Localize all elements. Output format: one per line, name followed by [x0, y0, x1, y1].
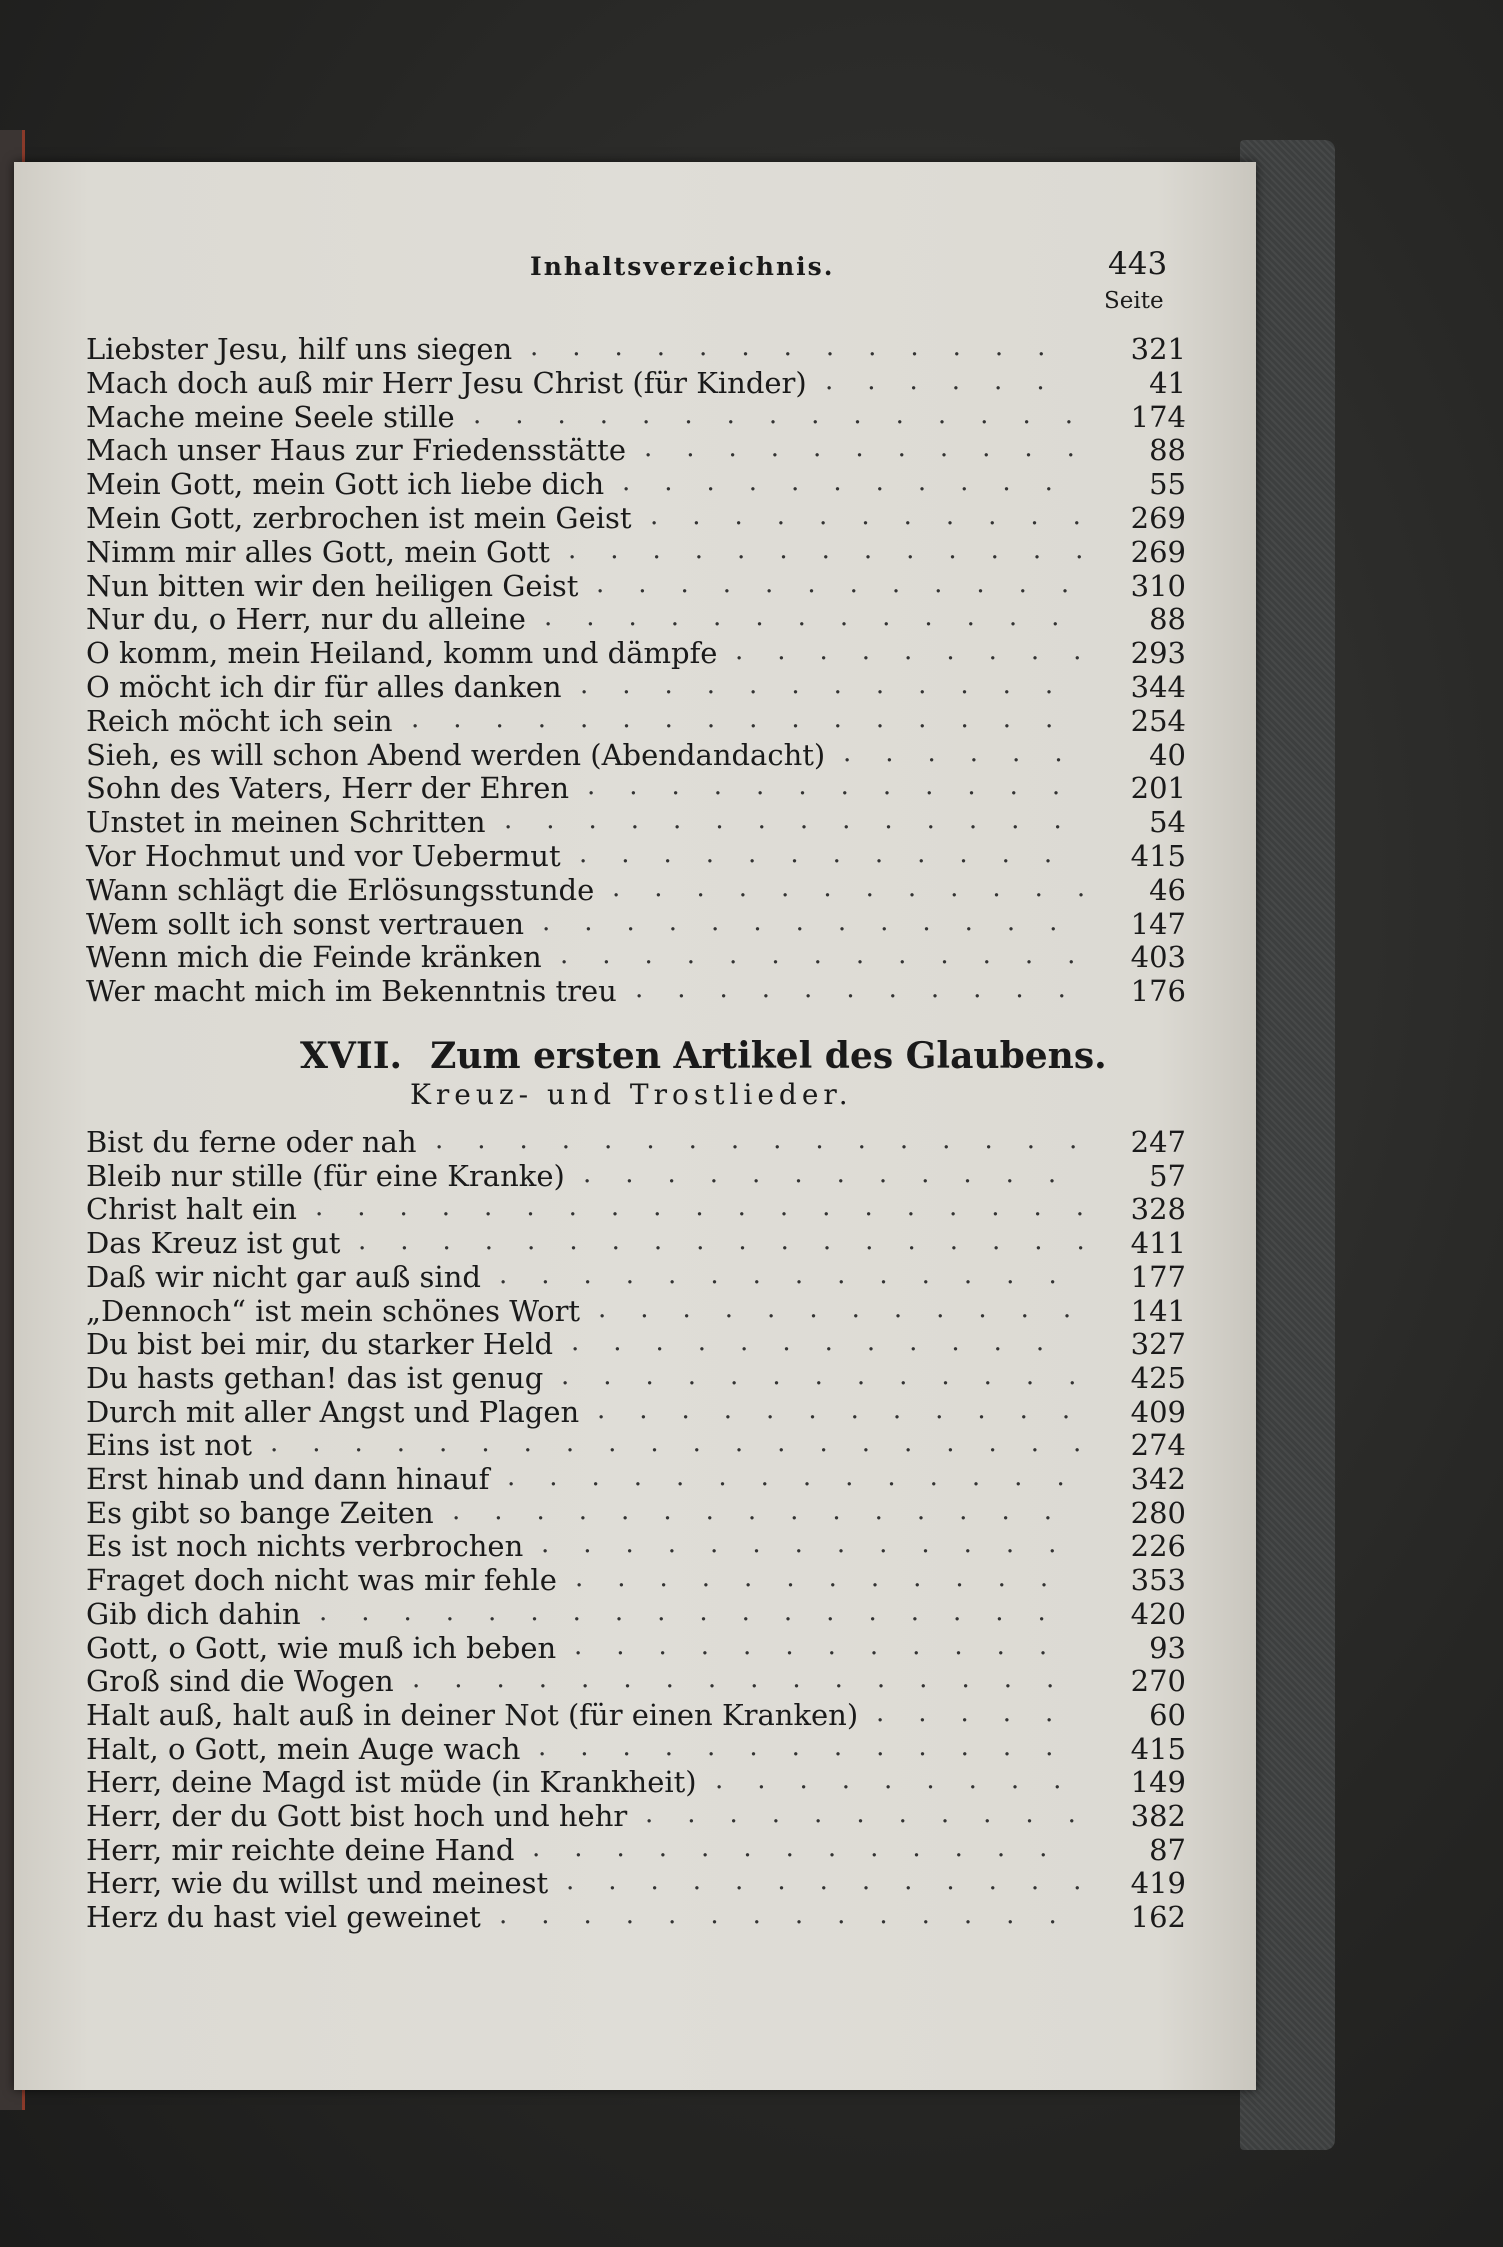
index-entry: [86, 535, 1186, 569]
entry-title: Herz du hast viel geweinet: [86, 1900, 481, 1935]
leader-dots: ............: [598, 1293, 1106, 1324]
index-entry: [86, 1496, 1186, 1530]
entry-title: Nur du, o Herr, nur du alleine: [86, 602, 526, 637]
leader-dots: ............: [579, 839, 1087, 869]
leader-dots: ................: [412, 1664, 1089, 1695]
entry-title: O möcht ich dir für alles danken: [86, 670, 562, 704]
entry-page: 344: [1130, 670, 1186, 704]
entry-page: 226: [1130, 1529, 1186, 1564]
leader-dots: ..............: [499, 1259, 1091, 1290]
entry-title: Nimm mir alles Gott, mein Gott: [86, 534, 550, 569]
entry-title: Mach unser Haus zur Friedensstätte: [86, 433, 626, 468]
leader-dots: .............: [561, 1360, 1111, 1391]
entry-page: 415: [1130, 839, 1186, 873]
index-entry: [86, 1327, 1186, 1361]
leader-dots: ..............: [499, 1900, 1091, 1931]
leader-dots: .............: [530, 332, 1080, 362]
entry-page: 411: [1130, 1226, 1186, 1261]
leader-dots: ............: [587, 771, 1095, 802]
entry-page: 403: [1130, 940, 1186, 975]
entry-page: 293: [1130, 636, 1186, 671]
index-entry: [86, 873, 1186, 907]
entry-page: 269: [1130, 534, 1186, 569]
entry-title: Fraget doch nicht was mir fehle: [86, 1563, 557, 1598]
index-entry: [86, 1192, 1186, 1226]
entry-title: Gib dich dahin: [86, 1596, 301, 1631]
index-entry: [86, 602, 1186, 636]
index-entry: [86, 907, 1186, 941]
entry-title: Nun bitten wir den heiligen Geist: [86, 568, 579, 603]
entry-page: 88: [1149, 602, 1186, 637]
entry-title: Vor Hochmut und vor Uebermut: [86, 839, 561, 873]
entry-title: Mein Gott, zerbrochen ist mein Geist: [86, 501, 632, 535]
entry-title: Eins ist not: [86, 1428, 253, 1463]
leader-dots: ............: [583, 1158, 1091, 1189]
index-entry: [86, 771, 1186, 805]
index-entry: [86, 636, 1186, 670]
leader-dots: .............: [542, 906, 1092, 937]
entry-page: 88: [1149, 433, 1186, 468]
leader-dots: ....................: [270, 1428, 1116, 1459]
index-entry: [86, 1395, 1186, 1429]
entry-title: Du bist bei mir, du starker Held: [86, 1327, 554, 1362]
leader-dots: ............: [575, 1563, 1083, 1594]
entry-page: 310: [1130, 568, 1186, 603]
index-entry: [86, 839, 1186, 873]
entry-title: Es gibt so bange Zeiten: [86, 1495, 434, 1530]
entry-title: Groß sind die Wogen: [86, 1664, 394, 1699]
entry-page: 55: [1149, 467, 1186, 502]
entry-page: 57: [1149, 1158, 1186, 1193]
index-entry: [86, 738, 1186, 772]
index-entry: [86, 1260, 1186, 1294]
leader-dots: .............: [532, 1832, 1082, 1863]
entry-title: Unstet in meinen Schritten: [86, 805, 486, 840]
index-entry: [86, 1159, 1186, 1193]
entry-title: Herr, deine Magd ist müde (in Krankheit): [86, 1765, 697, 1800]
entry-title: Herr, der du Gott bist hoch und hehr: [86, 1799, 628, 1833]
leader-dots: .........: [735, 636, 1116, 667]
page-column-label: Seite: [1104, 288, 1164, 314]
index-entry: [86, 1631, 1186, 1665]
entry-page: 149: [1130, 1765, 1186, 1800]
leader-dots: .............: [538, 1731, 1088, 1762]
leader-dots: ......: [843, 737, 1097, 768]
leader-dots: ............: [612, 872, 1120, 903]
leader-dots: ..................: [358, 1226, 1119, 1257]
entry-title: Bist du ferne oder nah: [86, 1125, 417, 1159]
index-entry: [86, 501, 1186, 535]
entry-title: Wer macht mich im Bekenntnis treu: [86, 974, 617, 1009]
leader-dots: ...........: [650, 501, 1115, 531]
leader-dots: ...............: [473, 399, 1107, 430]
leader-dots: ..............: [507, 1462, 1099, 1492]
leader-dots: ..............: [504, 805, 1096, 836]
index-entry: [86, 1462, 1186, 1496]
index-entry: [86, 1833, 1186, 1867]
entry-page: 41: [1149, 365, 1186, 400]
index-entry: [86, 1125, 1186, 1159]
leader-dots: ...........: [622, 467, 1087, 498]
leader-dots: .........: [715, 1765, 1096, 1796]
index-entry: [86, 366, 1186, 400]
index-entry: [86, 1597, 1186, 1631]
entry-page: 328: [1130, 1192, 1186, 1227]
index-entry: [86, 1866, 1186, 1900]
index-entry: [86, 1698, 1186, 1732]
entry-title: Sohn des Vaters, Herr der Ehren: [86, 771, 570, 806]
entry-page: 415: [1130, 1731, 1186, 1766]
leader-dots: .............: [541, 1529, 1091, 1560]
entry-page: 270: [1130, 1664, 1186, 1699]
page-number: 443: [1108, 246, 1168, 282]
entry-page: 147: [1130, 906, 1186, 941]
entry-title: Mein Gott, mein Gott ich liebe dich: [86, 467, 605, 502]
leader-dots: ................: [435, 1125, 1112, 1155]
entry-page: 87: [1149, 1832, 1186, 1867]
leader-dots: ...........: [644, 433, 1109, 464]
index-entry: [86, 704, 1186, 738]
entry-page: 254: [1130, 703, 1186, 738]
index-entry: [86, 1765, 1186, 1799]
entry-page: 353: [1130, 1563, 1186, 1598]
entry-title: Erst hinab und dann hinauf: [86, 1462, 490, 1496]
leader-dots: ............: [571, 1327, 1079, 1358]
entry-page: 420: [1130, 1596, 1186, 1631]
index-entry: [86, 1529, 1186, 1563]
index-entry: [86, 1732, 1186, 1766]
entry-title: Wem sollt ich sonst vertrauen: [86, 906, 525, 941]
entry-title: O komm, mein Heiland, komm und dämpfe: [86, 636, 718, 671]
entry-title: Es ist noch nichts verbrochen: [86, 1529, 524, 1564]
entry-title: Das Kreuz ist gut: [86, 1226, 341, 1261]
entry-title: Halt auß, halt auß in deiner Not (für einen Kranken): [86, 1697, 859, 1732]
entry-page: 409: [1130, 1394, 1186, 1429]
entry-page: 54: [1149, 805, 1186, 840]
entry-title: Halt, o Gott, mein Auge wach: [86, 1731, 521, 1766]
index-entry: [86, 805, 1186, 839]
entry-title: Durch mit aller Angst und Plagen: [86, 1394, 580, 1429]
leader-dots: .............: [566, 1866, 1116, 1897]
leader-dots: .............: [544, 602, 1094, 633]
entry-title: Sieh, es will schon Abend werden (Abendandacht): [86, 737, 826, 772]
entry-page: 201: [1130, 771, 1186, 806]
entry-page: 176: [1130, 974, 1186, 1009]
entry-title: Reich möcht ich sein: [86, 703, 393, 738]
index-entry: [86, 1226, 1186, 1260]
entry-page: 274: [1130, 1428, 1186, 1463]
leader-dots: .............: [560, 940, 1110, 971]
entry-title: Liebster Jesu, hilf uns siegen: [86, 332, 513, 366]
index-entry: [86, 1563, 1186, 1597]
entry-page: 141: [1130, 1293, 1186, 1328]
index-entry: [86, 569, 1186, 603]
entry-title: Bleib nur stille (für eine Kranke): [86, 1158, 565, 1193]
index-entry: [86, 467, 1186, 501]
index-entry: [86, 670, 1186, 704]
index-entry: [86, 400, 1186, 434]
leader-dots: ............: [596, 568, 1104, 599]
entry-title: Herr, mir reichte deine Hand: [86, 1832, 515, 1867]
running-header: Inhaltsverzeichnis.: [530, 252, 835, 281]
entry-page: 60: [1149, 1697, 1186, 1732]
entry-page: 40: [1149, 737, 1186, 772]
entry-page: 425: [1130, 1360, 1186, 1395]
leader-dots: ................: [411, 703, 1088, 734]
leader-dots: ............: [597, 1394, 1105, 1425]
entry-page: 177: [1130, 1259, 1186, 1294]
leader-dots: ...................: [315, 1192, 1119, 1223]
section-title: Zum ersten Artikel des Glaubens.: [430, 1035, 1107, 1077]
leader-dots: ............: [580, 670, 1088, 700]
entry-page: 269: [1130, 501, 1186, 535]
entry-title: Mach doch auß mir Herr Jesu Christ (für Kinder): [86, 365, 807, 400]
index-entry: [86, 1664, 1186, 1698]
index-entry: [86, 1799, 1186, 1833]
entry-title: Daß wir nicht gar auß sind: [86, 1259, 481, 1294]
leader-dots: ...............: [452, 1495, 1086, 1526]
entry-page: 419: [1130, 1866, 1186, 1901]
leader-dots: .............: [568, 534, 1118, 565]
index-entry: [86, 1900, 1186, 1934]
index-entry: [86, 1294, 1186, 1328]
index-entry: [86, 1428, 1186, 1462]
entry-title: Christ halt ein: [86, 1192, 297, 1227]
entry-title: Du hasts gethan! das ist genug: [86, 1360, 544, 1395]
entry-title: Wenn mich die Feinde kränken: [86, 940, 542, 975]
section-heading: [300, 1035, 1107, 1077]
entry-page: 280: [1130, 1495, 1186, 1530]
index-entry: [86, 940, 1186, 974]
entry-page: 174: [1130, 399, 1186, 434]
entry-page: 382: [1130, 1799, 1186, 1833]
section-subtitle: Kreuz- und Trostlieder.: [410, 1078, 853, 1111]
leader-dots: ............: [574, 1630, 1082, 1661]
leader-dots: ......: [825, 365, 1079, 396]
index-entry: [86, 974, 1186, 1008]
entry-page: 247: [1130, 1125, 1186, 1159]
entry-page: 321: [1130, 332, 1186, 366]
leader-dots: .....: [876, 1697, 1088, 1728]
index-entry: [86, 332, 1186, 366]
entry-page: 342: [1130, 1462, 1186, 1496]
entry-page: 162: [1130, 1900, 1186, 1935]
entry-title: Wann schlägt die Erlösungsstunde: [86, 872, 595, 907]
index-entry: [86, 433, 1186, 467]
entry-title: Mache meine Seele stille: [86, 399, 455, 434]
entry-page: 327: [1130, 1327, 1186, 1362]
leader-dots: ..................: [319, 1596, 1080, 1627]
leader-dots: ...........: [645, 1799, 1110, 1829]
section-number: XVII.: [300, 1035, 403, 1077]
entry-title: Herr, wie du willst und meinest: [86, 1866, 549, 1901]
index-entry: [86, 1361, 1186, 1395]
entry-page: 93: [1149, 1630, 1186, 1665]
entry-title: „Dennoch“ ist mein schönes Wort: [86, 1293, 581, 1328]
leader-dots: ...........: [635, 974, 1100, 1005]
entry-title: Gott, o Gott, wie muß ich beben: [86, 1630, 557, 1665]
entry-page: 46: [1149, 872, 1186, 907]
